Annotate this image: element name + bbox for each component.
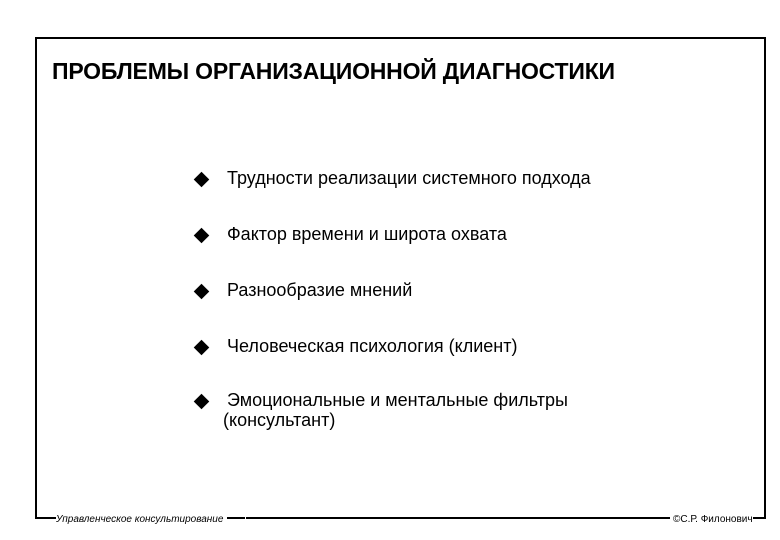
- diamond-icon: [194, 394, 210, 410]
- bullet-text: Фактор времени и широта охвата: [227, 224, 507, 244]
- bullet-text-line-2: (консультант): [223, 410, 336, 430]
- list-item: [193, 224, 507, 244]
- diamond-icon: [194, 172, 210, 188]
- bullet-text: Разнообразие мнений: [227, 280, 413, 300]
- page-title: ПРОБЛЕМЫ ОРГАНИЗАЦИОННОЙ ДИАГНОСТИКИ: [52, 58, 615, 84]
- list-item: [193, 168, 591, 188]
- footer-copyright: ©С.Р. Филонович: [670, 514, 753, 525]
- footer-course-label: Управленческое консультирование: [56, 514, 227, 525]
- list-item: [193, 336, 517, 356]
- bullet-text-line-1: Эмоциональные и ментальные фильтры: [227, 390, 568, 410]
- bullet-text: Трудности реализации системного подхода: [227, 168, 591, 188]
- list-item: [193, 390, 568, 430]
- list-item: [193, 280, 412, 300]
- slide-frame: [35, 37, 766, 519]
- diamond-icon: [194, 284, 210, 300]
- diamond-icon: [194, 228, 210, 244]
- bullet-text: [223, 390, 568, 430]
- bullet-text: Человеческая психология (клиент): [227, 336, 518, 356]
- diamond-icon: [194, 340, 210, 356]
